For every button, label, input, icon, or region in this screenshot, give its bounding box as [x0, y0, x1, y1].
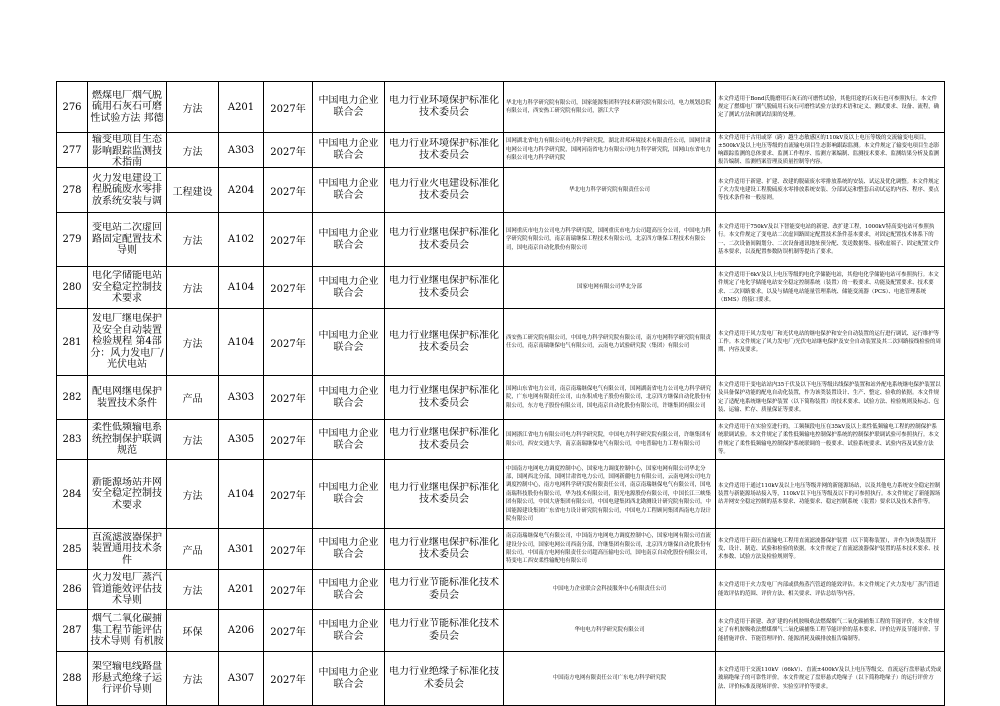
- standard-type: 方法: [182, 146, 203, 158]
- standard-name-cell: [88, 610, 167, 652]
- standard-name-cell: [88, 168, 167, 213]
- standard-type: 方法: [182, 490, 203, 502]
- managing-org: 中国电力企业联合会: [318, 95, 379, 118]
- standard-name: 烟气二氧化碳捕集工程节能评估技术导则 有机胺: [90, 613, 164, 648]
- managing-org-cell: [313, 267, 385, 309]
- completion-year-cell: [264, 420, 313, 460]
- technical-committee: 电力行业继电保护标准化技术委员会: [389, 481, 499, 505]
- category-code-cell: [219, 529, 264, 570]
- completion-year: 2027年: [270, 146, 306, 158]
- row-number-cell: [57, 309, 88, 376]
- standard-type: 工程建设: [172, 186, 213, 198]
- standard-type: 方法: [182, 436, 203, 447]
- drafting-units-cell: [504, 376, 716, 420]
- drafting-units: 南京南瑞继保电气有限公司，中国南方电网电力调度控制中心，国家电网有限公司直流建设分公司，国家电网公司西南分部，许继集团有限公司，北京四方继保自动化股份有限公司，中国南方电网有限责任公司超高压输电公司，国电南京自动化股份有限公司，特变电工西安柔性输配电有限公司: [506, 533, 711, 565]
- standard-type: 产品: [182, 394, 203, 405]
- completion-year: 2027年: [270, 675, 306, 686]
- technical-committee: 电力行业节能标准化技术委员会: [389, 618, 499, 642]
- scope-description: 本文件适用于火力发电厂内部或供热蒸汽管道的能效评估。本文件规定了火力发电厂蒸汽管道能效评估的范围、评价方法、相关要求、评估总结等内容。: [718, 582, 940, 597]
- completion-year: 2027年: [270, 394, 306, 405]
- completion-year: 2027年: [270, 545, 306, 557]
- standard-name: 直流滤波器保护装置通用技术条件: [92, 531, 162, 566]
- standard-name: 发电厂继电保护及安全自动装置检验规程 第4部分：风力发电厂/光伏电站: [90, 313, 164, 371]
- scope-description-cell: [716, 168, 945, 213]
- row-number-cell: [57, 460, 88, 529]
- completion-year: 2027年: [270, 236, 306, 247]
- drafting-units: 中国电力企业联合会科技服务中心有限责任公司: [552, 586, 667, 593]
- scope-description: 本文件适用于新建、改扩建的有机胺吸收法燃煤烟气二氧化碳捕集工程的节能评价。本文件规定了有机胺吸收法燃煤烟气二氧化碳捕集工程节能评价的基本要求、评价边界及节能评价、节能措施评价、节能管理评价、能源消耗及碳排放报告编制等。: [718, 619, 940, 642]
- technical-committee: 电力行业节能标准化技术委员会: [389, 577, 499, 601]
- completion-year: 2027年: [270, 627, 306, 638]
- technical-committee-cell: [385, 652, 504, 706]
- completion-year: 2027年: [270, 436, 306, 447]
- row-number-cell: [57, 133, 88, 168]
- standard-type: 方法: [182, 586, 203, 597]
- category-code: A104: [227, 488, 255, 500]
- technical-committee: 电力行业火电建设标准化技术委员会: [389, 177, 499, 201]
- technical-committee: 电力行业继电保护标准化技术委员会: [389, 227, 499, 251]
- category-code-cell: [219, 82, 264, 133]
- category-code-cell: [219, 570, 264, 610]
- scope-description-cell: [716, 376, 945, 420]
- standard-name: 架空输电线路盘形悬式绝缘子运行评价导则: [92, 661, 162, 696]
- table-row: [57, 133, 945, 168]
- technical-committee: 电力行业继电保护标准化技术委员会: [389, 427, 499, 451]
- scope-description: 本文件适用于通过110kV及以上电压等级并网的新能源场站，以及其他电力系统安全稳定控制装置与新能源场站接入等，110kV以下电压等级及以下的可参照执行。本文件规定了新能源场站并网安全稳定控制的基本要求、功能要求、稳定控制系统（装置）要求以及技术条件等。: [718, 482, 941, 506]
- standard-name: 变电站二次虚回路固定配置技术导则: [92, 222, 162, 257]
- scope-description-cell: [716, 267, 945, 309]
- row-number-cell: [57, 652, 88, 706]
- managing-org-cell: [313, 133, 385, 168]
- managing-org-cell: [313, 460, 385, 529]
- managing-org: 中国电力企业联合会: [318, 537, 379, 560]
- standard-type-cell: [167, 652, 219, 706]
- row-number: 281: [62, 336, 82, 348]
- standard-type-cell: [167, 82, 219, 133]
- row-number: 284: [62, 488, 82, 500]
- standard-name-cell: [88, 420, 167, 460]
- completion-year-cell: [264, 213, 313, 267]
- technical-committee: 电力行业继电保护标准化技术委员会: [389, 275, 499, 299]
- standard-type: 产品: [182, 545, 203, 557]
- technical-committee: 电力行业继电保护标准化技术委员会: [389, 536, 499, 560]
- managing-org-cell: [313, 420, 385, 460]
- technical-committee-cell: [385, 168, 504, 213]
- technical-committee-cell: [385, 610, 504, 652]
- table-row: [57, 213, 945, 267]
- standard-type: 方法: [182, 284, 203, 295]
- row-number: 277: [62, 144, 82, 156]
- drafting-units: 华北电力科学研究院有限公司，国家能源集团科学技术研究院有限公司，电力规划总院有限公司，西安热工研究院有限公司，浙江大学: [506, 99, 711, 114]
- completion-year-cell: [264, 529, 313, 570]
- drafting-units: 国网浙江省电力有限公司电力科学研究院，中国电力科学研究院有限公司，许继集团有限公司，西安交通大学，南京南瑞继保电气有限公司，中电普瑞电力工程有限公司: [506, 432, 711, 447]
- technical-committee-cell: [385, 82, 504, 133]
- row-number: 288: [62, 673, 82, 684]
- category-code: A206: [227, 625, 255, 636]
- scope-description-cell: [716, 460, 945, 529]
- standard-type: 环保: [182, 627, 203, 638]
- scope-description: 本文件适用于在实验室进行的，工频频段电压在35kV及以上柔性低频输电工程的控制保护系统联调试验。本文件规定了柔性低频输电控制保护系统的控制保护联调试验可参照执行。本文件规定了柔性低频输电控制保护系统联调的一般要求、试验系统要求、试验内容及试验方法等。: [718, 424, 940, 455]
- managing-org-cell: [313, 529, 385, 570]
- standard-type: 方法: [182, 103, 203, 115]
- row-number-cell: [57, 529, 88, 570]
- completion-year-cell: [264, 82, 313, 133]
- standard-type-cell: [167, 309, 219, 376]
- drafting-units-cell: [504, 213, 716, 267]
- scope-description: 本文件适用于Bond氏脆磨用石灰石的可磨性试验，其他用途的石灰石也可参照执行。本文件规定了燃煤电厂烟气脱硫用石灰石可磨性试验方法的术语和定义、测试要求、设备、流程，确定了测试方法和测试结果的处理。: [718, 95, 940, 119]
- standard-type-cell: [167, 376, 219, 420]
- standard-name-cell: [88, 570, 167, 610]
- standard-name: 柔性低频输电系统控制保护联调规范: [92, 422, 162, 457]
- standard-type-cell: [167, 168, 219, 213]
- table-row: [57, 82, 945, 133]
- technical-committee: 电力行业环境保护标准化技术委员会: [389, 137, 499, 161]
- managing-org: 中国电力企业联合会: [318, 666, 379, 690]
- technical-committee-cell: [385, 309, 504, 376]
- table-row: [57, 610, 945, 652]
- category-code: A303: [227, 392, 255, 403]
- standard-type-cell: [167, 213, 219, 267]
- drafting-units-cell: [504, 420, 716, 460]
- category-code-cell: [219, 652, 264, 706]
- technical-committee: 电力行业环境保护标准化技术委员会: [389, 94, 499, 118]
- technical-committee-cell: [385, 460, 504, 529]
- managing-org-cell: [313, 376, 385, 420]
- row-number-cell: [57, 420, 88, 460]
- row-number-cell: [57, 213, 88, 267]
- standard-name: 火力发电厂蒸汽管道能效评估技术导则: [92, 572, 162, 607]
- completion-year-cell: [264, 267, 313, 309]
- completion-year: 2027年: [270, 490, 306, 502]
- row-number: 276: [62, 101, 82, 113]
- standard-type: 方法: [182, 675, 203, 686]
- completion-year: 2027年: [270, 103, 306, 115]
- category-code: A204: [227, 184, 255, 196]
- row-number-cell: [57, 570, 88, 610]
- table-row: [57, 309, 945, 376]
- standard-name: 输变电项目生态影响跟踪监测技术指南: [92, 134, 162, 166]
- table-row: [57, 570, 945, 610]
- completion-year-cell: [264, 309, 313, 376]
- managing-org: 中国电力企业联合会: [318, 275, 379, 299]
- managing-org-cell: [313, 213, 385, 267]
- category-code: A305: [227, 434, 255, 445]
- completion-year-cell: [264, 133, 313, 168]
- standard-name: 电化学储能电站安全稳定控制技术要求: [92, 270, 162, 305]
- standard-name-cell: [88, 267, 167, 309]
- completion-year: 2027年: [270, 586, 306, 597]
- drafting-units: 华北电力科学研究院有限责任公司: [569, 186, 650, 193]
- row-number-cell: [57, 267, 88, 309]
- standard-type-cell: [167, 529, 219, 570]
- category-code: A104: [227, 336, 255, 348]
- scope-description: 本文件适用于交流110kV（66kV）、直流±400kV及以上电压等级交、直流运行盘形悬式瓷或玻璃绝缘子的可靠性评价。本文件规定了盘形悬式绝缘子（以下简称绝缘子）的运行评价方法、评价标准及现场评价、实验室评价等要求。: [718, 667, 942, 690]
- table-row: [57, 652, 945, 706]
- drafting-units-cell: [504, 529, 716, 570]
- category-code: A303: [227, 144, 255, 156]
- table-row: [57, 460, 945, 529]
- technical-committee-cell: [385, 420, 504, 460]
- category-code: A201: [227, 584, 255, 595]
- category-code-cell: [219, 133, 264, 168]
- row-number-cell: [57, 82, 88, 133]
- drafting-units-cell: [504, 460, 716, 529]
- row-number-cell: [57, 168, 88, 213]
- drafting-units: 国家电网有限公司华北分部: [577, 284, 642, 291]
- scope-description-cell: [716, 82, 945, 133]
- managing-org: 中国电力企业联合会: [318, 482, 379, 505]
- managing-org: 中国电力企业联合会: [318, 330, 379, 353]
- table-row: [57, 376, 945, 420]
- drafting-units: 国网湖北省电力有限公司电力科学研究院，湖北君邦环境技术有限责任公司，国网甘肃电网公司电力科学研究院，国网河南省电力有限公司电力科学研究院，国网山东省电力有限公司电力科学研究院: [506, 138, 711, 162]
- completion-year: 2027年: [270, 338, 306, 350]
- scope-description: 本文件适用于新建、扩建、改建的脱硫废水零排放系统的安装、试运及优化调整。本文件规定了火力发电建设工程脱硫废水零排放系统安装、分部试运和整套启动试运的内容、程序、要点等技术条件和一般原则。: [718, 178, 940, 202]
- table-body: [57, 82, 945, 706]
- scope-description-cell: [716, 610, 945, 652]
- category-code-cell: [219, 267, 264, 309]
- row-number: 285: [62, 543, 82, 555]
- managing-org-cell: [313, 652, 385, 706]
- scope-description-cell: [716, 570, 945, 610]
- drafting-units-cell: [504, 133, 716, 168]
- scope-description: 本文件适用于高压直流输电工程用直流滤波器保护装置（以下简称装置），并作为该类装置开发、设计、制造、试验和检验的依据。本文件规定了直流滤波器保护装置的基本技术要求、技术参数、试验方法及检验规则等。: [718, 537, 940, 561]
- standard-type-cell: [167, 610, 219, 652]
- scope-description: 本文件适用于古用或穿（跨）越生态敏感区的110kV及以上电压等级的交流输变电项目，±500kV及以上电压等级的直流输电项目生态影响跟踪监测。本文件规定了输变电项目生态影响跟踪监测的总体要求、监测工作程序、监测方案编制、监测技术要求、监测结果分析及监测报告编制、监测档案管理及质量控制等内容。: [718, 135, 940, 166]
- standard-type-cell: [167, 420, 219, 460]
- row-number-cell: [57, 610, 88, 652]
- technical-committee: 电力行业继电保护标准化技术委员会: [389, 385, 499, 409]
- completion-year: 2027年: [270, 186, 306, 198]
- standard-name: 配电网继电保护装置技术条件: [92, 386, 162, 409]
- managing-org: 中国电力企业联合会: [318, 138, 379, 161]
- scope-description: 本文件适用于6kV及以上电压等级的电化学储能电站，其他电化学储能电站可参照执行。本文件规定了电化学储能电站安全稳定控制系统（装置）的一般要求、功能及配置要求、技术要求、二次回路要求，以及与储能电站能量管理系统、储能变流器（PCS）、电池管理系统（BMS）的接口要求。: [718, 272, 939, 303]
- row-number: 280: [62, 282, 82, 293]
- managing-org: 中国电力企业联合会: [318, 227, 379, 251]
- row-number: 282: [62, 392, 82, 403]
- table-row: [57, 529, 945, 570]
- row-number-cell: [57, 376, 88, 420]
- standard-name-cell: [88, 529, 167, 570]
- completion-year-cell: [264, 168, 313, 213]
- managing-org: 中国电力企业联合会: [318, 385, 379, 409]
- scope-description-cell: [716, 652, 945, 706]
- category-code-cell: [219, 376, 264, 420]
- scope-description-cell: [716, 529, 945, 570]
- standard-name: 新能源场站并网安全稳定控制技术要求: [92, 476, 162, 511]
- standard-type: 方法: [182, 236, 203, 247]
- managing-org-cell: [313, 82, 385, 133]
- managing-org-cell: [313, 570, 385, 610]
- drafting-units-cell: [504, 570, 716, 610]
- technical-committee: 电力行业绝缘子标准化技术委员会: [389, 666, 499, 690]
- scope-description-cell: [716, 309, 945, 376]
- completion-year-cell: [264, 376, 313, 420]
- standard-name-cell: [88, 213, 167, 267]
- technical-committee-cell: [385, 133, 504, 168]
- scope-description-cell: [716, 213, 945, 267]
- category-code-cell: [219, 168, 264, 213]
- standard-type: 方法: [182, 338, 203, 350]
- managing-org: 中国电力企业联合会: [318, 427, 379, 451]
- category-code-cell: [219, 610, 264, 652]
- managing-org: 中国电力企业联合会: [318, 577, 379, 601]
- row-number: 286: [62, 584, 82, 595]
- drafting-units-cell: [504, 168, 716, 213]
- scope-description: 本文件适用于风力发电厂和光伏电站的继电保护和安全自动装置的运行进行调试、运行维护等工作。本文件规定了风力发电厂/光伏电站继电保护及安全自动装置及其二次回路接线检验的周期、内容及要求。: [718, 330, 941, 354]
- completion-year-cell: [264, 610, 313, 652]
- scope-description-cell: [716, 420, 945, 460]
- category-code-cell: [219, 309, 264, 376]
- technical-committee-cell: [385, 376, 504, 420]
- drafting-units: 西安热工研究院有限公司，中国电力科学研究院有限公司，南方电网科学研究院有限责任公司，南京南瑞继保电气有限公司，云南电力试验研究院（集团）有限公司: [506, 334, 711, 349]
- drafting-units: 中国南方电网电力调度控制中心，国家电力调度控制中心，国家电网有限公司华北分部，国网西北分部，国网甘肃省电力公司，国网新疆电力有限公司，云南电网公司电力调度控制中心，南方电网科学研究院有限责任公司，南京南瑞继保电气有限公司，国电南瑞科技股份有限公司，华为技术有限公司，阳光电源股份有限公司，中国长江三峡集团有限公司，中国大唐集团有限公司，中国电建集团西北勘测设计研究院有限公司，中国能源建设集团广东省电力设计研究院有限公司，中国电力工程顾问集团西南电力设计院有限公司: [506, 465, 711, 522]
- drafting-units-cell: [504, 610, 716, 652]
- standard-name: 火力发电建设工程脱硫废水零排放系统安装与调: [92, 172, 162, 207]
- managing-org-cell: [313, 610, 385, 652]
- standard-type-cell: [167, 460, 219, 529]
- managing-org: 中国电力企业联合会: [318, 618, 379, 642]
- drafting-units: 国网重庆市电力公司电力科学研究院，国网重庆市电力公司超高压分公司，中国电力科学研究院有限公司，南京南瑞继保工程技术有限公司，北京四方继保工程技术有限公司，国电南京自动化股份有限公司: [506, 227, 711, 251]
- row-number: 287: [62, 625, 82, 636]
- category-code-cell: [219, 213, 264, 267]
- category-code: A307: [227, 673, 255, 684]
- technical-committee-cell: [385, 213, 504, 267]
- drafting-units-cell: [504, 652, 716, 706]
- technical-committee-cell: [385, 529, 504, 570]
- drafting-units: 中国南方电网有限责任公司广东电力科学研究院: [552, 675, 667, 682]
- standards-table: [56, 81, 945, 706]
- category-code-cell: [219, 420, 264, 460]
- category-code-cell: [219, 460, 264, 529]
- standard-name-cell: [88, 82, 167, 133]
- standard-type-cell: [167, 267, 219, 309]
- table-row: [57, 267, 945, 309]
- standard-name-cell: [88, 309, 167, 376]
- standard-name-cell: [88, 460, 167, 529]
- table-row: [57, 168, 945, 213]
- completion-year-cell: [264, 570, 313, 610]
- standard-name-cell: [88, 652, 167, 706]
- category-code: A201: [227, 101, 255, 113]
- completion-year-cell: [264, 460, 313, 529]
- drafting-units: 国网山东省电力公司，南京南瑞继保电气有限公司，国网湖南省电力公司电力科学研究院，广东电网有限责任公司，山东积成电子股份有限公司，北京四方继保自动化股份有限公司，东方电子股份有限公司，国电南京自动化股份有限公司，许继集团有限公司: [506, 385, 711, 409]
- managing-org-cell: [313, 168, 385, 213]
- scope-description: 本文件适用于变电站站内35千伏及以下电压等级出线保护装置和站外配电系统继电保护装置以及具备保护功能的配电自动化装置，作为该类装置设计、生产、整定、验收的依据。本文件规定了适配电系统继电保护装置（以下简称装置）的技术要求、试验方法、检验规则及标志、包装、运输、贮存、质量保证等要求。: [718, 382, 941, 413]
- scope-description-cell: [716, 133, 945, 168]
- technical-committee-cell: [385, 570, 504, 610]
- category-code: A104: [227, 282, 255, 293]
- drafting-units-cell: [504, 309, 716, 376]
- row-number: 278: [62, 184, 82, 196]
- drafting-units: 华电电力科学研究院有限公司: [574, 627, 645, 634]
- standard-name-cell: [88, 376, 167, 420]
- standard-name-cell: [88, 133, 167, 168]
- standard-type-cell: [167, 570, 219, 610]
- drafting-units-cell: [504, 82, 716, 133]
- managing-org: 中国电力企业联合会: [318, 178, 379, 201]
- completion-year: 2027年: [270, 284, 306, 295]
- technical-committee: 电力行业继电保护标准化技术委员会: [389, 329, 499, 353]
- completion-year-cell: [264, 652, 313, 706]
- drafting-units-cell: [504, 267, 716, 309]
- row-number: 283: [62, 434, 82, 445]
- managing-org-cell: [313, 309, 385, 376]
- table-row: [57, 420, 945, 460]
- category-code: A102: [227, 234, 255, 245]
- category-code: A301: [227, 543, 255, 555]
- standard-type-cell: [167, 133, 219, 168]
- row-number: 279: [62, 234, 82, 245]
- scope-description: 本文件适用于750kV及以下智能变电站的新建、改扩建工程，1000kV特高变电站可参照执行。本文件规定了变电站二次虚回路固定配置技术条件基本要求，对固定配置技术体系下的一、二次设备间隔划分、二次设备通讯地址预分配、发送数据集、接收虚端子、固定配置文件基本要求，以及配置参数防误机制等提出了要求。: [718, 224, 940, 255]
- standard-name: 燃煤电厂烟气脱硫用石灰石可磨性试验方法 邦德: [90, 89, 164, 124]
- technical-committee-cell: [385, 267, 504, 309]
